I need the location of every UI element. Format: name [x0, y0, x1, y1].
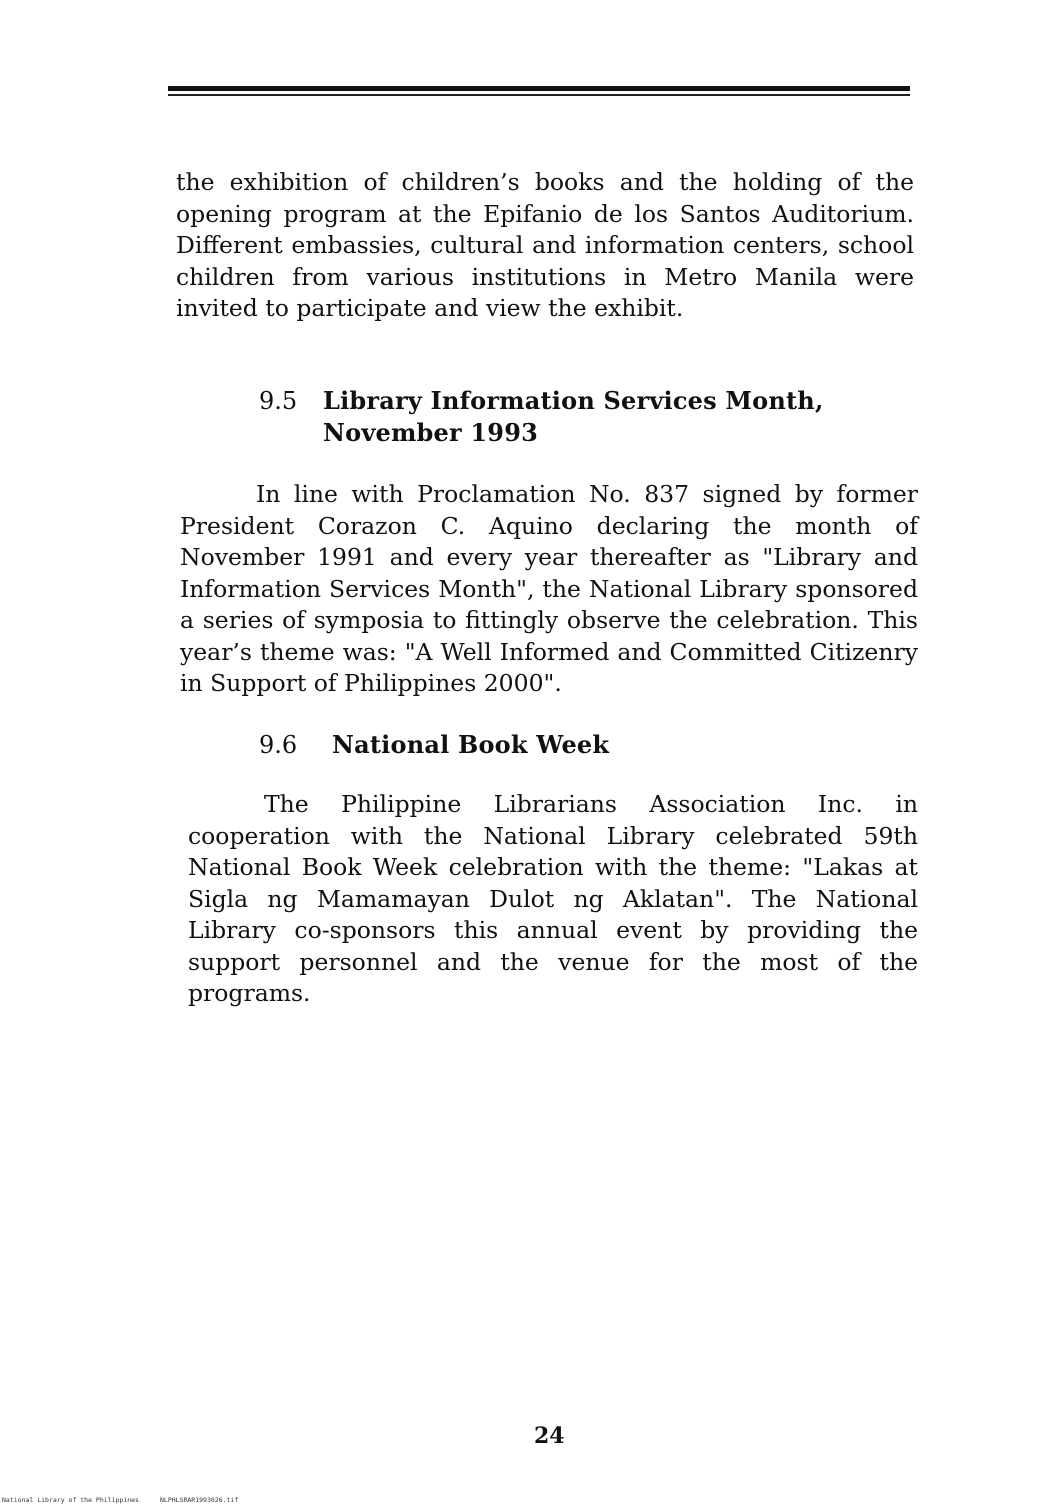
section-number: 9.6	[259, 731, 298, 759]
header-rule-thin	[168, 94, 910, 96]
section-heading-9-5	[259, 385, 919, 449]
section-title: National Book Week	[332, 730, 610, 759]
header-rule	[168, 86, 910, 91]
section-title: Library Information Services Month, November 1993	[323, 386, 824, 447]
footer-source: National Library of the Philippines	[2, 1496, 139, 1504]
section-9-5-body: In line with Proclamation No. 837 signed by former President Corazon C. Aquino declaring the month of November 1991 and every year thereafter as "Library and Information Services Month", the National Library sponsored a series of symposia to fittingly observe the celebration. This year’s theme was: "A Well Informed and Committed Citizenry in Support of Philippines 2000".	[180, 480, 918, 697]
section-number: 9.5	[259, 387, 298, 415]
section-9-6-body: The Philippine Librarians Association Inc. in cooperation with the National Library celebrated 59th National Book Week celebration with the theme: "Lakas at Sigla ng Mamamayan Dulot ng Aklatan". The National Library co-sponsors this annual event by providing the support personnel and the venue for the most of the programs.	[188, 790, 918, 1007]
page-number: 24	[534, 1423, 565, 1449]
section-heading-9-6	[259, 729, 919, 761]
footer-filename: NLPHLSRAR1993026.tif	[160, 1496, 239, 1504]
intro-paragraph: the exhibition of children’s books and the holding of the opening program at the Epifanio de los Santos Auditorium. Different embassies, cultural and information centers, school children from various institutions in Metro Manila were invited to participate and view the exhibit.	[176, 168, 914, 322]
